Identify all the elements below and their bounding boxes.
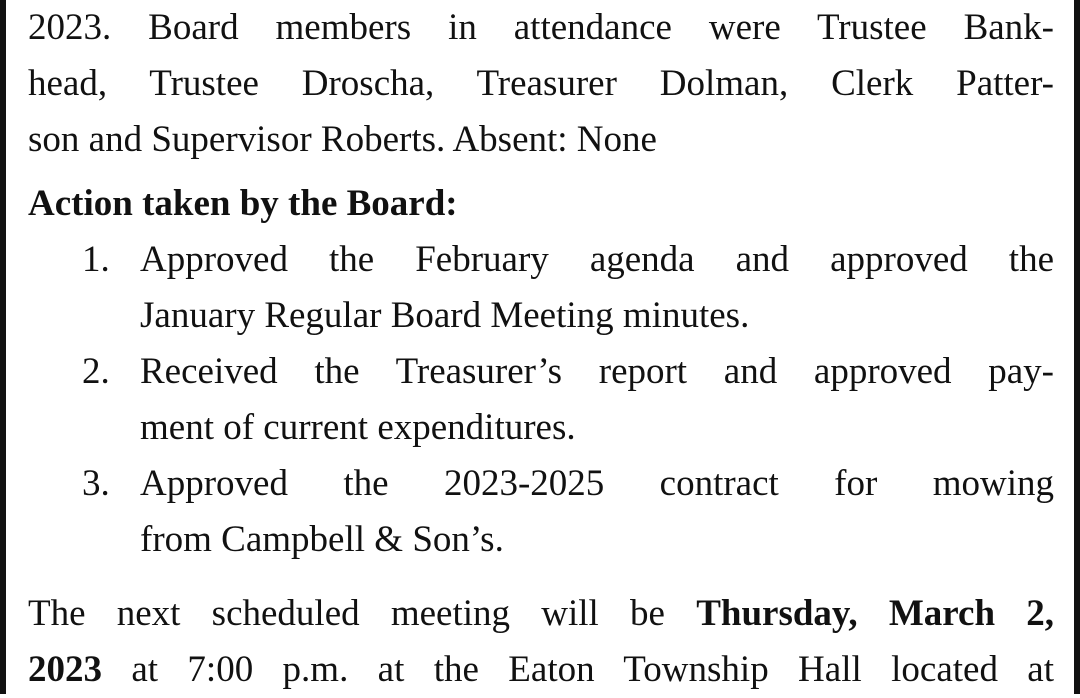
list-item-line: Received the Treasurer’s report and approved pay- (140, 351, 1054, 392)
list-item-number: 2. (82, 351, 110, 392)
next-meeting-year: 2023 (28, 649, 102, 690)
list-item (28, 344, 1054, 456)
list-item (28, 456, 1054, 568)
list-item-line: Approved the 2023-2025 contract for mowing (140, 463, 1054, 504)
attendance-line-2: head, Trustee Droscha, Treasurer Dolman, Clerk Patter- (28, 63, 1054, 104)
attendance-line-1: 2023. Board members in attendance were Trustee Bank- (28, 7, 1054, 48)
list-item-line: from Campbell & Son’s. (140, 519, 504, 560)
meeting-notice (28, 0, 1054, 698)
list-item-line: January Regular Board Meeting minutes. (140, 295, 750, 336)
actions-heading: Action taken by the Board: (28, 183, 458, 224)
attendance-line-3: son and Supervisor Roberts. Absent: None (28, 119, 657, 160)
list-item-line: ment of current expenditures. (140, 407, 576, 448)
next-meeting-line-2 (28, 642, 1054, 698)
list-item-number: 1. (82, 239, 110, 280)
next-meeting-line-1 (28, 586, 1054, 642)
next-meeting-date: Thursday, March 2, (696, 593, 1055, 634)
next-meeting-location: at 7:00 p.m. at the Eaton Township Hall located at (102, 649, 1054, 690)
list-item-number: 3. (82, 463, 110, 504)
list-item-line: Approved the February agenda and approved the (140, 239, 1054, 280)
next-meeting-text: The next scheduled meeting will be (28, 593, 697, 634)
list-item (28, 232, 1054, 344)
actions-list (28, 232, 1054, 568)
